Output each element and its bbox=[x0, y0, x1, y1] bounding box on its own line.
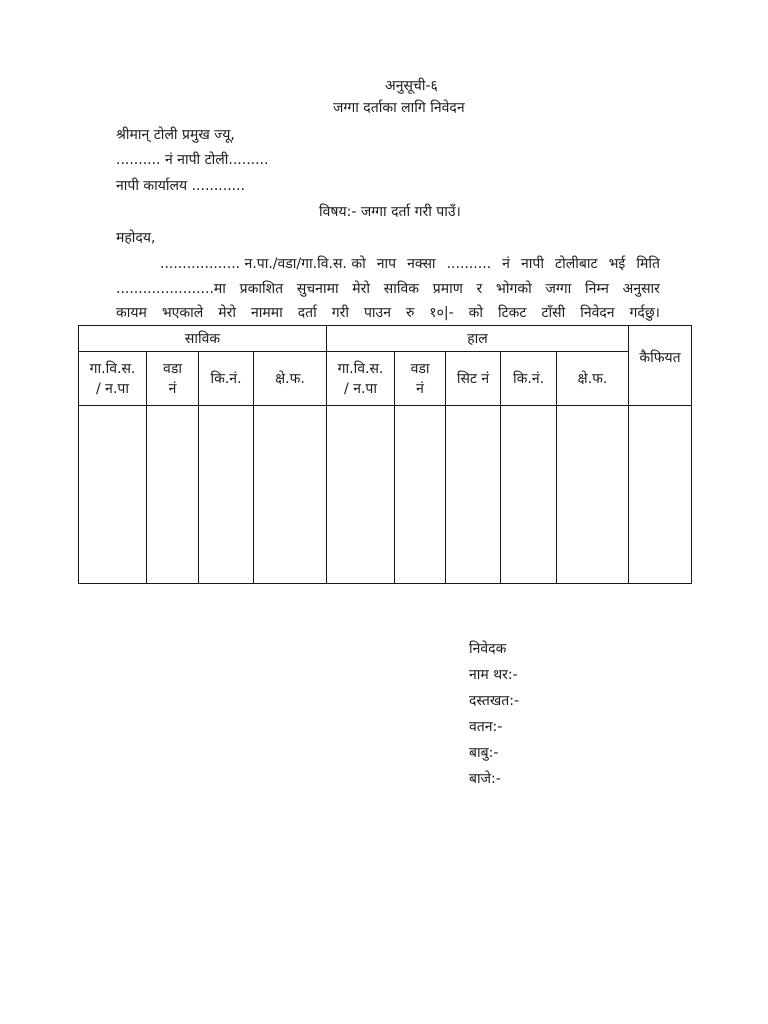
form-title: जग्गा दर्ताका लागि निवेदन bbox=[333, 100, 465, 116]
body-word: प्रकाशित bbox=[239, 281, 284, 297]
body-word: मेरो bbox=[218, 305, 237, 321]
grandfather-field-label: बाजे:- bbox=[469, 771, 501, 787]
table-cell bbox=[254, 406, 327, 584]
old-area-header: क्षे.फ. bbox=[254, 352, 327, 406]
current-plot-no-header: कि.नं. bbox=[501, 352, 557, 406]
body-paragraph bbox=[116, 255, 660, 321]
name-field-label: नाम थर:- bbox=[469, 667, 518, 683]
body-word: साविक bbox=[383, 281, 420, 297]
land-details-table bbox=[78, 325, 692, 584]
table-cell bbox=[327, 406, 395, 584]
current-records-header: हाल bbox=[327, 326, 629, 352]
old-records-header: साविक bbox=[79, 326, 327, 352]
father-field-label: बाबु:- bbox=[469, 745, 499, 761]
survey-team-line: .......... नं नापी टोली......... bbox=[116, 152, 269, 168]
current-sheet-no-header: सिट नं bbox=[446, 352, 501, 406]
body-word: नाममा bbox=[250, 305, 283, 321]
table-cell bbox=[395, 406, 446, 584]
body-line-1 bbox=[160, 255, 660, 273]
table-cell bbox=[79, 406, 147, 584]
body-word: मिति bbox=[636, 256, 660, 272]
table-cell bbox=[147, 406, 199, 584]
body-word: सुचनामा bbox=[296, 281, 339, 297]
body-word: भोगको bbox=[496, 281, 532, 297]
table-cell bbox=[199, 406, 254, 584]
current-vdc-municipality-header: गा.वि.स. / न.पा bbox=[327, 352, 395, 406]
table-cell bbox=[446, 406, 501, 584]
body-word: दर्ता bbox=[297, 305, 317, 321]
body-word: रु bbox=[405, 305, 415, 321]
body-word: निवेदन bbox=[580, 305, 615, 321]
old-plot-no-header: कि.नं. bbox=[199, 352, 254, 406]
body-word: टिकट bbox=[497, 305, 527, 321]
body-word: कायम bbox=[116, 305, 147, 321]
body-word: पाउन bbox=[363, 305, 391, 321]
body-line-3 bbox=[116, 304, 660, 322]
body-word: को bbox=[468, 305, 483, 321]
signature-field-label: दस्तखत:- bbox=[469, 693, 520, 709]
body-word: जग्गा bbox=[545, 281, 572, 297]
table-cell bbox=[501, 406, 557, 584]
current-area-header: क्षे.फ. bbox=[557, 352, 629, 406]
subject-line: विषय:- जग्गा दर्ता गरी पाउँ। bbox=[319, 204, 461, 220]
table-cell bbox=[629, 406, 692, 584]
table-row bbox=[79, 406, 692, 584]
body-word: र bbox=[476, 281, 483, 297]
table-cell bbox=[557, 406, 629, 584]
survey-office-line: नापी कार्यालय ............ bbox=[116, 178, 246, 194]
body-word: भई bbox=[608, 256, 626, 272]
old-ward-no-header: वडा नं bbox=[147, 352, 199, 406]
body-word: .................. न.पा./वडा/गा.वि.स. को bbox=[160, 256, 366, 272]
body-word: अनुसार bbox=[622, 281, 660, 297]
body-word: गर्दछु। bbox=[629, 305, 660, 321]
body-line-2 bbox=[116, 280, 660, 298]
current-ward-no-header: वडा नं bbox=[395, 352, 446, 406]
body-word: नक्सा bbox=[407, 256, 436, 272]
body-word: १०|- bbox=[429, 305, 454, 321]
salutation: महोदय, bbox=[116, 230, 156, 246]
body-word: नं bbox=[502, 256, 510, 272]
address-field-label: वतन:- bbox=[469, 719, 503, 735]
schedule-label: अनुसूची-६ bbox=[385, 78, 438, 94]
body-word: निम्न bbox=[585, 281, 609, 297]
body-word: भएकाले bbox=[161, 305, 204, 321]
body-word: नाप bbox=[376, 256, 397, 272]
body-word: .......... bbox=[446, 256, 492, 272]
remarks-header: कैफियत bbox=[629, 326, 692, 406]
body-word: टाँसी bbox=[541, 305, 566, 321]
table-column-header-row bbox=[79, 352, 692, 406]
body-word: नापी bbox=[521, 256, 544, 272]
table-group-header-row bbox=[79, 326, 692, 352]
old-vdc-municipality-header: गा.वि.स. / न.पा bbox=[79, 352, 147, 406]
body-word: मेरो bbox=[352, 281, 371, 297]
body-word: ......................मा bbox=[116, 281, 226, 297]
body-word: गरी bbox=[331, 305, 349, 321]
body-word: प्रमाण bbox=[432, 281, 463, 297]
body-word: टोलीबाट bbox=[555, 256, 598, 272]
addressee-line: श्रीमान् टोली प्रमुख ज्यू, bbox=[116, 127, 235, 143]
applicant-label: निवेदक bbox=[469, 641, 507, 657]
